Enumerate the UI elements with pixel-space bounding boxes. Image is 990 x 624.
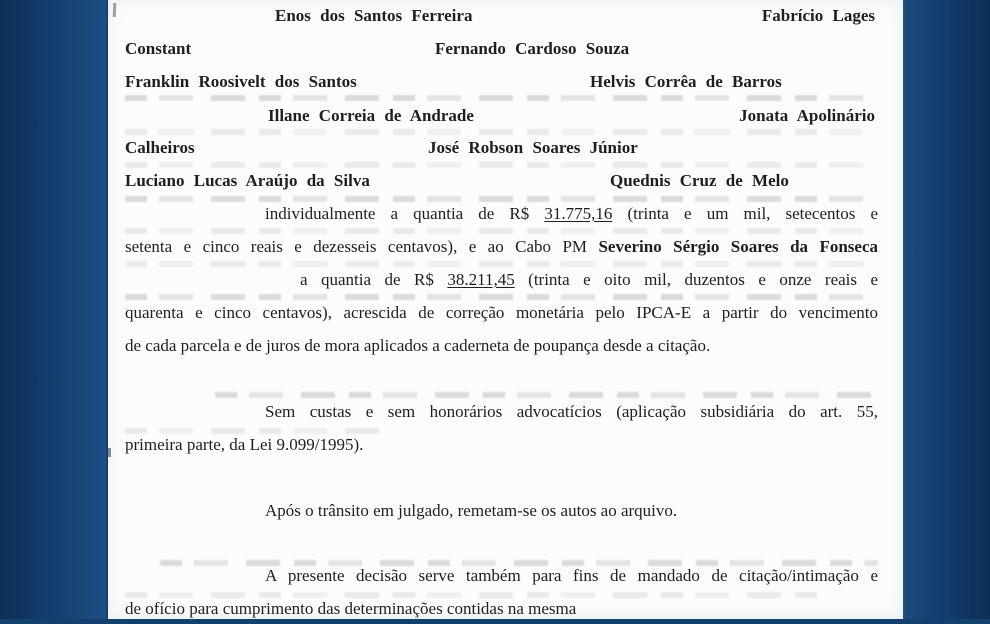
- text-segment: Sem custas e sem honorários advocatícios (aplicação subsidiária do art. 55,: [265, 402, 878, 421]
- party-names-line: [125, 4, 878, 31]
- party-name: Helvis Corrêa de Barros: [590, 72, 782, 91]
- party-names-line: [125, 169, 878, 196]
- redacted-text-smudge: [215, 392, 878, 398]
- decision-text-line: [125, 564, 878, 591]
- party-name: Quednis Cruz de Melo: [610, 171, 789, 190]
- decision-text-line: [125, 268, 878, 295]
- party-name: Jonata Apolinário: [739, 106, 875, 125]
- amount-value: 38.211,45: [447, 270, 515, 289]
- text-segment: de cada parcela e de juros de mora aplicados a caderneta de poupança desde a citação.: [125, 336, 711, 355]
- party-name: Constant: [125, 39, 192, 58]
- party-name: Luciano Lucas Araújo da Silva: [125, 171, 370, 190]
- decision-text-line: [125, 400, 878, 427]
- scan-artifact: [113, 3, 116, 17]
- text-segment: (trinta e oito mil, duzentos e onze reais e: [514, 270, 879, 289]
- party-name: Fernando Cardoso Souza: [435, 39, 630, 58]
- decision-text-line: [125, 235, 878, 262]
- scan-artifact: [108, 448, 111, 457]
- decision-text-line: [125, 301, 878, 328]
- text-segment: quarenta e cinco centavos), acrescida de correção monetária pelo IPCA-E a partir do vencimento: [125, 303, 878, 322]
- decision-text-line: [125, 202, 878, 229]
- text-segment: Após o trânsito em julgado, remetam-se os autos ao arquivo.: [265, 501, 678, 520]
- party-name: Calheiros: [125, 138, 195, 157]
- text-segment: individualmente a quantia de R$: [265, 204, 545, 223]
- background-left-band: [0, 0, 108, 619]
- background-right-band: [903, 0, 990, 619]
- text-segment: a quantia de R$: [300, 270, 448, 289]
- party-names-line: [125, 136, 878, 163]
- party-names-line: [125, 37, 878, 64]
- amount-value: 31.775,16: [544, 204, 613, 223]
- decision-text-line: [125, 433, 878, 460]
- party-name: Illane Correia de Andrade: [268, 106, 474, 125]
- decision-text-line: [125, 499, 878, 526]
- party-names-line: [125, 104, 878, 131]
- text-segment: primeira parte, da Lei 9.099/1995).: [125, 435, 364, 454]
- party-name: Franklin Roosivelt dos Santos: [125, 72, 357, 91]
- court-decision-page: [108, 0, 903, 619]
- party-name: José Robson Soares Júnior: [428, 138, 638, 157]
- text-segment: (trinta e um mil, setecentos e: [612, 204, 878, 223]
- text-segment: de ofício para cumprimento das determinações contidas na mesma: [125, 599, 577, 618]
- decision-text-line: [125, 597, 878, 624]
- text-segment: A presente decisão serve também para fins de mandado de citação/intimação e: [265, 566, 878, 585]
- party-names-line: [125, 70, 878, 97]
- text-segment: setenta e cinco reais e dezesseis centavos), e ao Cabo PM: [125, 237, 599, 256]
- party-name: Fabrício Lages: [761, 6, 875, 25]
- party-name: Severino Sérgio Soares da Fonseca: [598, 237, 878, 256]
- party-name: Enos dos Santos Ferreira: [275, 6, 473, 25]
- decision-text-line: [125, 334, 878, 361]
